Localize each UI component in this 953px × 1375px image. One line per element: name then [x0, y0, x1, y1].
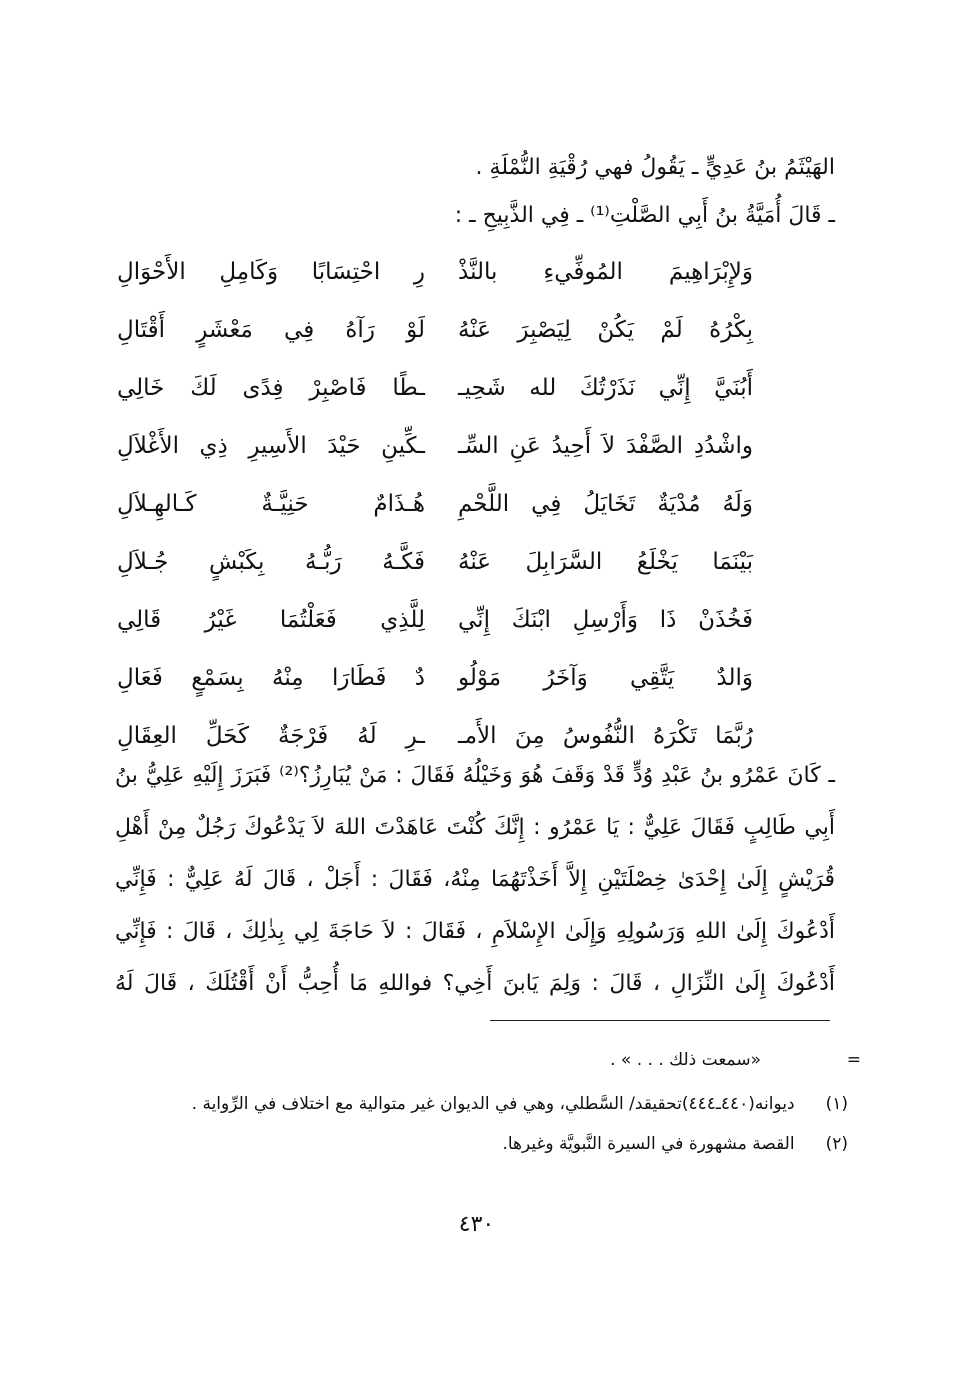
- narrative-line: ـ كَانَ عَمْرُو بنُ عَبْدِ وُدٍّ قَدْ وَقَفَ هُوَ وَخَيْلُهُ فَقَالَ : مَنْ يُبَارِزُ؟⁽²⁾ فَبَرَزَ إِلَيْهِ عَلِيُّ بنُ: [115, 763, 835, 788]
- verse-first-hemistich: فَخُذَنْ ذَا وَأَرْسِلِ ابْنَكَ إِنِّي: [458, 607, 753, 633]
- verse-first-hemistich: وَلإِبْرَاهِيمَ المُوفِّيءِ بالنَّذْ: [458, 259, 753, 285]
- poem-verse: [0, 658, 953, 716]
- verse-second-hemistich: دٌ فَطَارَا مِنْهُ بِسَمْعٍ فَعَالِ: [117, 665, 425, 691]
- verse-second-hemistich: ـكِّينِ حَيْدَ الأَسِيرِ ذِي الأَغْلاَلِ: [117, 433, 425, 459]
- verse-first-hemistich: أَبُنَيَّ إِنِّي نَذَرْتُكَ لله شَحِيـ: [458, 375, 753, 401]
- verse-first-hemistich: وَلَهُ مُدْيَةٌ تَخَايَلُ فِي اللَّحْمِ: [458, 491, 753, 517]
- poem-verse: [0, 600, 953, 658]
- footnote-1: [192, 1090, 848, 1118]
- poem-verse: [0, 368, 953, 426]
- verse-second-hemistich: رِ احْتِسَابًا وَكَامِلِ الأَحْوَالِ: [117, 259, 425, 285]
- poem-verse: [0, 252, 953, 310]
- verse-second-hemistich: هُـذَامٌ حَنِيَّـةٌ كَـالهِـلاَلِ: [117, 491, 425, 517]
- intro-line-2: ـ قَالَ أُمَيَّةُ بنُ أَبِي الصَّلْتِ⁽¹⁾ ـ فِي الذَّبِيحِ ـ :: [454, 203, 835, 228]
- footnote-2: [502, 1130, 848, 1158]
- poem-verse: [0, 542, 953, 600]
- verse-second-hemistich: ـرِ لَهُ فَرْجَةٌ كَحَلِّ العِقَالِ: [117, 723, 425, 749]
- footnote-separator: [490, 1020, 830, 1021]
- page-number: ٤٣٠: [458, 1212, 495, 1237]
- footnote-text: ديوانه(٤٤٠ـ٤٤٤)تحقيقد/ السَّطلي، وهي في الديوان غير متوالية مع اختلاف في الرِّواية .: [191, 1094, 795, 1114]
- verse-first-hemistich: بِكْرُهُ لَمْ يَكُنْ لِيَصْبِرَ عَنْهُ: [458, 317, 753, 343]
- narrative-line: أَدْعُوكَ إِلَىٰ النِّزَالِ ، قَالَ : وَلِمَ يَابنَ أَخِي؟ فواللهِ مَا أُحِبُّ أَنْ أَقْتُلَكَ ، قَالَ لَهُ: [115, 971, 835, 996]
- footnote-number: (٢): [825, 1134, 848, 1154]
- verse-first-hemistich: رُبَّمَا تَكْرَهُ النُّفُوسُ مِنَ الأَمـ: [458, 723, 753, 749]
- continuation-mark: =: [846, 1050, 861, 1070]
- footnote-text: القصة مشهورة في السيرة النَّبويَّة وغيرها.: [502, 1134, 795, 1154]
- verse-second-hemistich: فَكَّـهُ رَبُّـهُ بِكَبْشٍ جُـلاَلِ: [117, 549, 425, 575]
- verse-first-hemistich: واشْدُدِ الصَّفْدَ لاَ أَحِيدُ عَنِ السِّـ: [458, 433, 753, 459]
- poem-verse: [0, 484, 953, 542]
- footnote-number: (١): [825, 1094, 848, 1114]
- narrative-paragraph: [115, 750, 835, 1010]
- continuation-text: «سمعت ذلك . . . » .: [610, 1050, 761, 1070]
- verse-first-hemistich: وَالدٌ يَتَّقِي وَآخَرُ مَوْلُو: [458, 665, 753, 691]
- verse-second-hemistich: لِلَّذِي فَعَلْتُمَا غَيْرُ قَالِي: [117, 607, 425, 633]
- poem-verse: [0, 310, 953, 368]
- narrative-line: أَدْعُوكَ إِلَىٰ اللهِ وَرَسُولِهِ وَإِلَىٰ الإِسْلاَمِ ، فَقَالَ : لاَ حَاجَةَ لِي بِذٰلِكَ ، قَالَ : فَإِنِّي: [115, 919, 835, 944]
- verse-second-hemistich: لَوْ رَآهُ فِي مَعْشَرٍ أَقْتَالِ: [117, 317, 425, 343]
- poem-verse: [0, 426, 953, 484]
- narrative-line: قُرَيْشٍ إِلَىٰ إِحْدَىٰ خِصْلَتَيْنِ إِلاَّ أَخَذْتَهُمَا مِنْهُ، فَقَالَ : أَجَلْ ، قَالَ لَهُ عَلِيٌّ : فَإِنِّي: [115, 867, 835, 892]
- verse-second-hemistich: ـطًا فَاصْبِرْ فِدًى لَكَ خَالِي: [117, 375, 425, 401]
- verse-first-hemistich: بَيْنَمَا يَخْلَعُ السَّرَابِلَ عَنْهُ: [458, 549, 753, 575]
- intro-line-1: الهَيْثَمُ بنُ عَدِيٍّ ـ يَقُولُ فهي رُقْيَةِ النُّمْلَةِ .: [475, 155, 835, 180]
- narrative-line: أَبِي طَالِبٍ فَقَالَ عَلِيٌّ : يَا عَمْرُو : إِنَّكَ كُنْتَ عَاهَدْتَ اللهَ لاَ يَدْعُوكَ رَجُلٌ مِنْ أَهْلِ: [115, 815, 835, 840]
